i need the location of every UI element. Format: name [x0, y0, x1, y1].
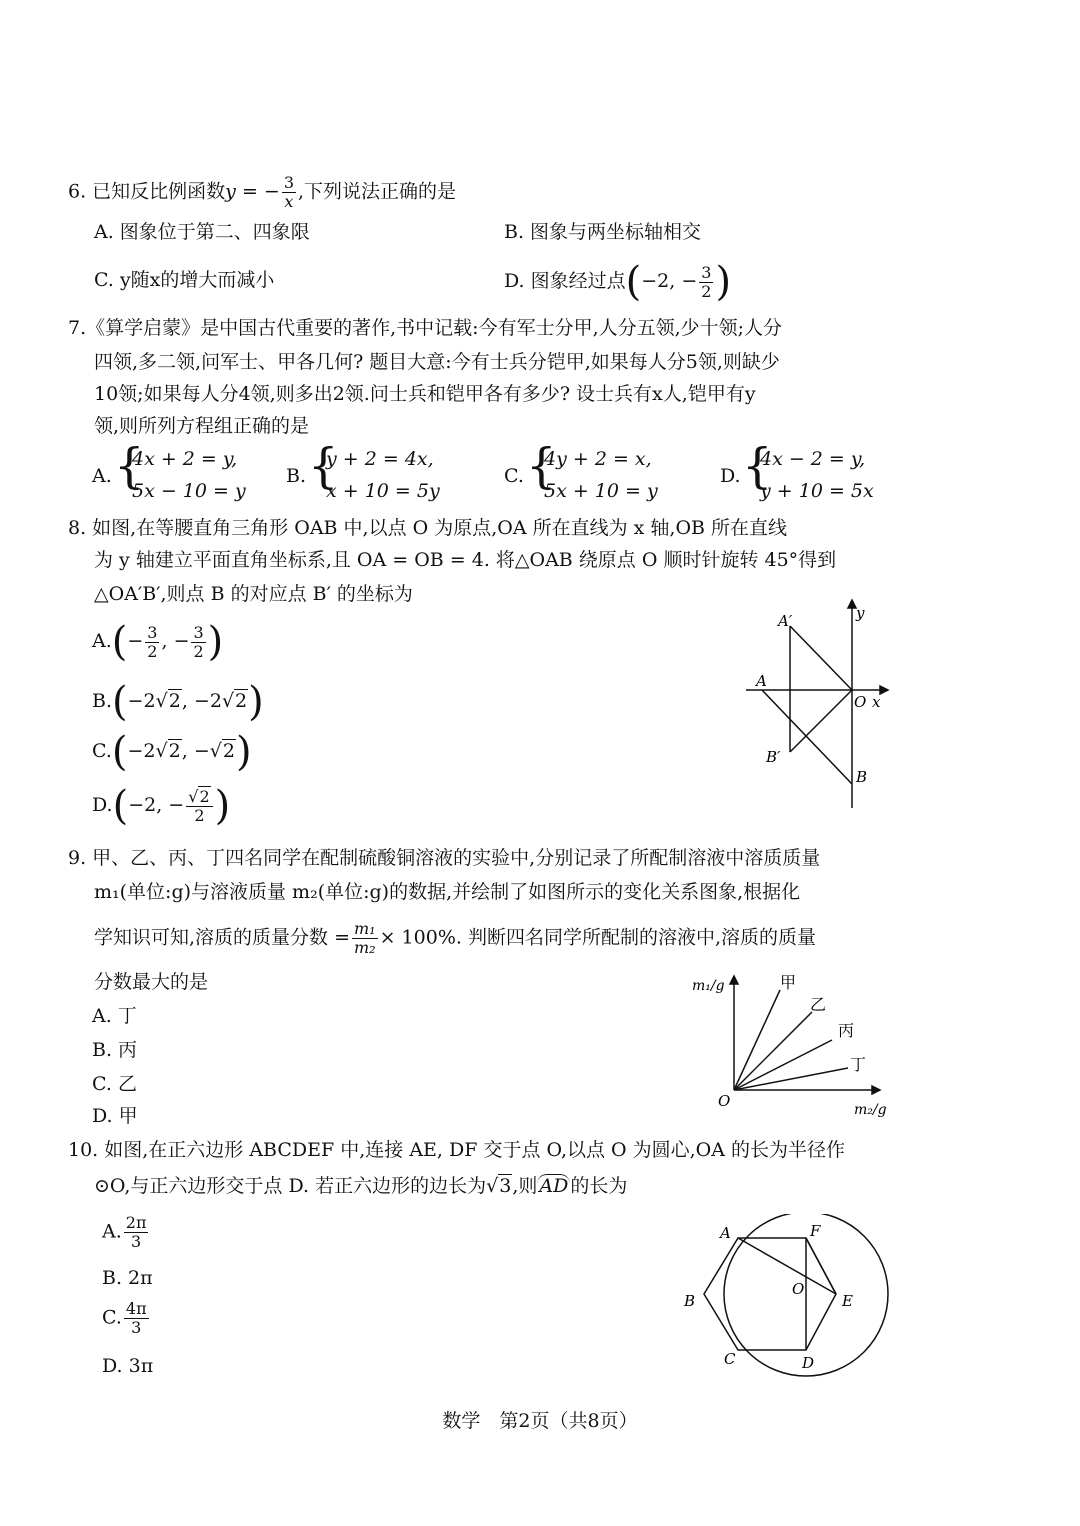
m2-axis-arrow: [872, 1086, 880, 1094]
label-a: A: [720, 1224, 731, 1242]
label-origin: O: [718, 1092, 731, 1110]
q8-rotation-figure: [740, 596, 900, 818]
label-o: O: [854, 693, 867, 711]
segment-b-prime-o: [790, 690, 852, 752]
q10-option-a: A. $\frac{2\pi}{3}$: [102, 1213, 147, 1251]
q9-option-a: A. 丁: [92, 1005, 137, 1027]
q10-hexagon-figure: [678, 1214, 898, 1382]
m1-axis-arrow: [730, 976, 738, 984]
q6-option-a: A. 图象位于第二、四象限: [94, 221, 310, 243]
line-yi: [734, 1012, 812, 1090]
q9-line-2: m₁(单位:g)与溶液质量 m₂(单位:g)的数据,并绘制了如图所示的变化关系图象,根据化: [94, 881, 801, 903]
q8-line-2: 为 y 轴建立平面直角坐标系,且 OA = OB = 4. 将△OAB 绕原点 O 顺时针旋转 45°得到: [94, 549, 837, 571]
label-ding: 丁: [850, 1055, 867, 1074]
label-m2: m₂/g: [854, 1102, 887, 1118]
label-b: B: [856, 768, 868, 786]
label-o: O: [792, 1280, 805, 1298]
q9-option-b: B. 丙: [92, 1039, 138, 1061]
q9-mass-graph: [688, 968, 898, 1120]
y-axis-arrow: [848, 600, 856, 608]
x-axis-arrow: [880, 686, 888, 694]
segment-a-prime-o: [790, 626, 852, 690]
q8-option-a: A.(− $\frac{3}{2}$ , − $\frac{3}{2}$ ): [92, 619, 224, 665]
q6-option-c: C. y随x的增大而减小: [94, 269, 275, 291]
q9-line-1: 9. 甲、乙、丙、丁四名同学在配制硫酸铜溶液的实验中,分别记录了所配制溶液中溶质质量: [68, 847, 821, 869]
label-yi: 乙: [810, 995, 827, 1014]
q7-line-3: 10领;如果每人分4领,则多出2领.问士兵和铠甲各有多少? 设士兵有x人,铠甲有y: [94, 383, 756, 405]
q8-option-d: D.(−2, − $\frac{√2}{2}$ ): [92, 783, 231, 829]
label-c: C: [724, 1350, 736, 1368]
q10-option-c: C. $\frac{4\pi}{3}$: [102, 1299, 147, 1337]
line-ding: [734, 1068, 848, 1090]
q8-option-b: B.(−2√2, −2√2): [92, 679, 264, 725]
label-y: y: [856, 604, 865, 622]
q9-line-3: 学知识可知,溶质的质量分数 = $\frac{\text{m₁}}{\text{m₂}}$ × 100%. 判断四名同学所配制的溶液中,溶质的质量: [94, 919, 816, 957]
page-footer: 数学 第2页（共8页）: [442, 1410, 638, 1432]
q6-option-d: D. 图象经过点(−2, − $\frac{3}{2}$ ): [504, 259, 732, 305]
q7-line-1: 7.《算学启蒙》是中国古代重要的著作,书中记载:今有军士分甲,人分五领,少十领;人分: [68, 317, 783, 339]
q8-line-3: △OA′B′,则点 B 的对应点 B′ 的坐标为: [94, 583, 413, 605]
q9-line-4: 分数最大的是: [94, 971, 209, 993]
q7-line-4: 领,则所列方程组正确的是: [94, 415, 310, 437]
label-d: D: [802, 1354, 815, 1372]
q7-line-2: 四领,多二领,问军士、甲各几何? 题目大意:今有士兵分铠甲,如果每人分5领,则缺少: [94, 351, 780, 373]
label-a-prime: A′: [778, 612, 793, 630]
label-a: A: [756, 672, 767, 690]
q10-line-2: ⊙O,与正六边形交于点 D. 若正六边形的边长为√3,则 AD 的长为: [94, 1175, 628, 1197]
q10-line-1: 10. 如图,在正六边形 ABCDEF 中,连接 AE, DF 交于点 O,以点 O 为圆心,OA 的长为半径作: [68, 1139, 846, 1161]
q6-stem: 6. 已知反比例函数y = − $\frac{3}{x}$ ,下列说法正确的是: [68, 173, 457, 211]
label-jia: 甲: [780, 973, 797, 992]
q9-option-c: C. 乙: [92, 1073, 137, 1095]
label-f: F: [810, 1222, 821, 1240]
label-b-prime: B′: [766, 748, 781, 766]
line-bing: [734, 1040, 832, 1090]
q8-line-1: 8. 如图,在等腰直角三角形 OAB 中,以点 O 为原点,OA 所在直线为 x 轴,OB 所在直线: [68, 517, 788, 539]
q8-option-c: C.(−2√2, −√2): [92, 729, 252, 775]
label-e: E: [842, 1292, 853, 1310]
label-m1: m₁/g: [692, 978, 725, 994]
q10-option-d: D. 3π: [102, 1355, 154, 1377]
label-x: x: [872, 693, 881, 711]
label-b: B: [684, 1292, 696, 1310]
q10-option-b: B. 2π: [102, 1267, 153, 1289]
q9-option-d: D. 甲: [92, 1105, 138, 1127]
line-jia: [734, 990, 780, 1090]
label-bing: 丙: [838, 1021, 855, 1040]
q6-option-b: B. 图象与两坐标轴相交: [504, 221, 702, 243]
